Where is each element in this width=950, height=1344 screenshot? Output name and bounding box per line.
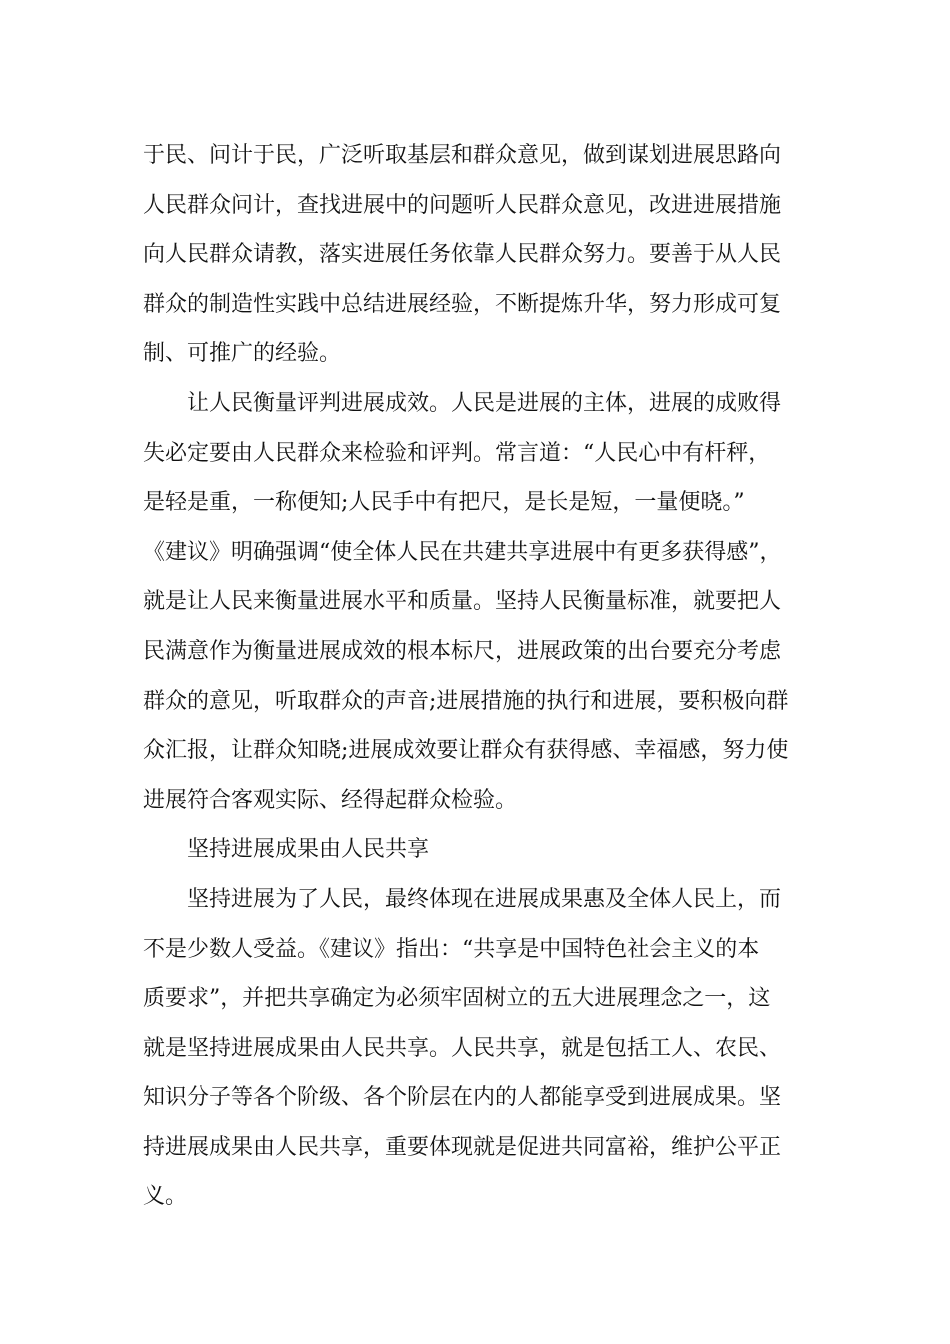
text-line: 向人民群众请教，落实进展任务依靠人民群众努力。要善于从人民: [143, 242, 782, 268]
text-line: 坚持进展为了人民，最终体现在进展成果惠及全体人民上，而: [187, 886, 782, 912]
text-line: 于民、问计于民，广泛听取基层和群众意见，做到谋划进展思路向: [143, 143, 782, 168]
text-line: 知识分子等各个阶级、各个阶层在内的人都能享受到进展成果。坚: [143, 1085, 782, 1111]
text-line: 群众的意见，听取群众的声音;进展措施的执行和进展，要积极向群: [143, 688, 789, 714]
paragraph: [143, 379, 811, 825]
text-line: 是轻是重，一称便知;人民手中有把尺，是长是短，一量便晓。”: [143, 490, 745, 516]
text-line: 就是让人民来衡量进展水平和质量。坚持人民衡量标准，就要把人: [143, 589, 782, 615]
text-line: 制、可推广的经验。: [143, 341, 342, 367]
text-line: 义。: [143, 1184, 188, 1210]
text-line: 人民群众问计，查找进展中的问题听人民群众意见，改进进展措施: [143, 192, 782, 218]
text-line: 不是少数人受益。《建议》指出：“共享是中国特色社会主义的本: [143, 936, 760, 962]
text-line: 民满意作为衡量进展成效的根本标尺，进展政策的出台要充分考虑: [143, 638, 782, 664]
paragraph: [143, 875, 811, 1222]
text-line: 群众的制造性实践中总结进展经验，不断提炼升华，努力形成可复: [143, 291, 782, 317]
text-line: 进展符合客观实际、经得起群众检验。: [143, 787, 518, 813]
text-line: 持进展成果由人民共享，重要体现就是促进共同富裕，维护公平正: [143, 1134, 782, 1160]
text-line: 失必定要由人民群众来检验和评判。常言道：“人民心中有杆秤，: [143, 440, 771, 466]
document-body: [143, 131, 811, 1222]
paragraph: [143, 131, 811, 379]
text-line: 质要求”，并把共享确定为必须牢固树立的五大进展理念之一，这: [143, 986, 771, 1012]
text-line: 《建议》明确强调“使全体人民在共建共享进展中有更多获得感”，: [143, 539, 782, 565]
text-line: 让人民衡量评判进展成效。人民是进展的主体，进展的成败得: [187, 390, 782, 416]
section-heading: [143, 825, 811, 875]
text-line: 坚持进展成果由人民共享: [187, 837, 430, 863]
text-line: 就是坚持进展成果由人民共享。人民共享，就是包括工人、农民、: [143, 1035, 782, 1061]
text-line: 众汇报，让群众知晓;进展成效要让群众有获得感、幸福感，努力使: [143, 738, 789, 764]
